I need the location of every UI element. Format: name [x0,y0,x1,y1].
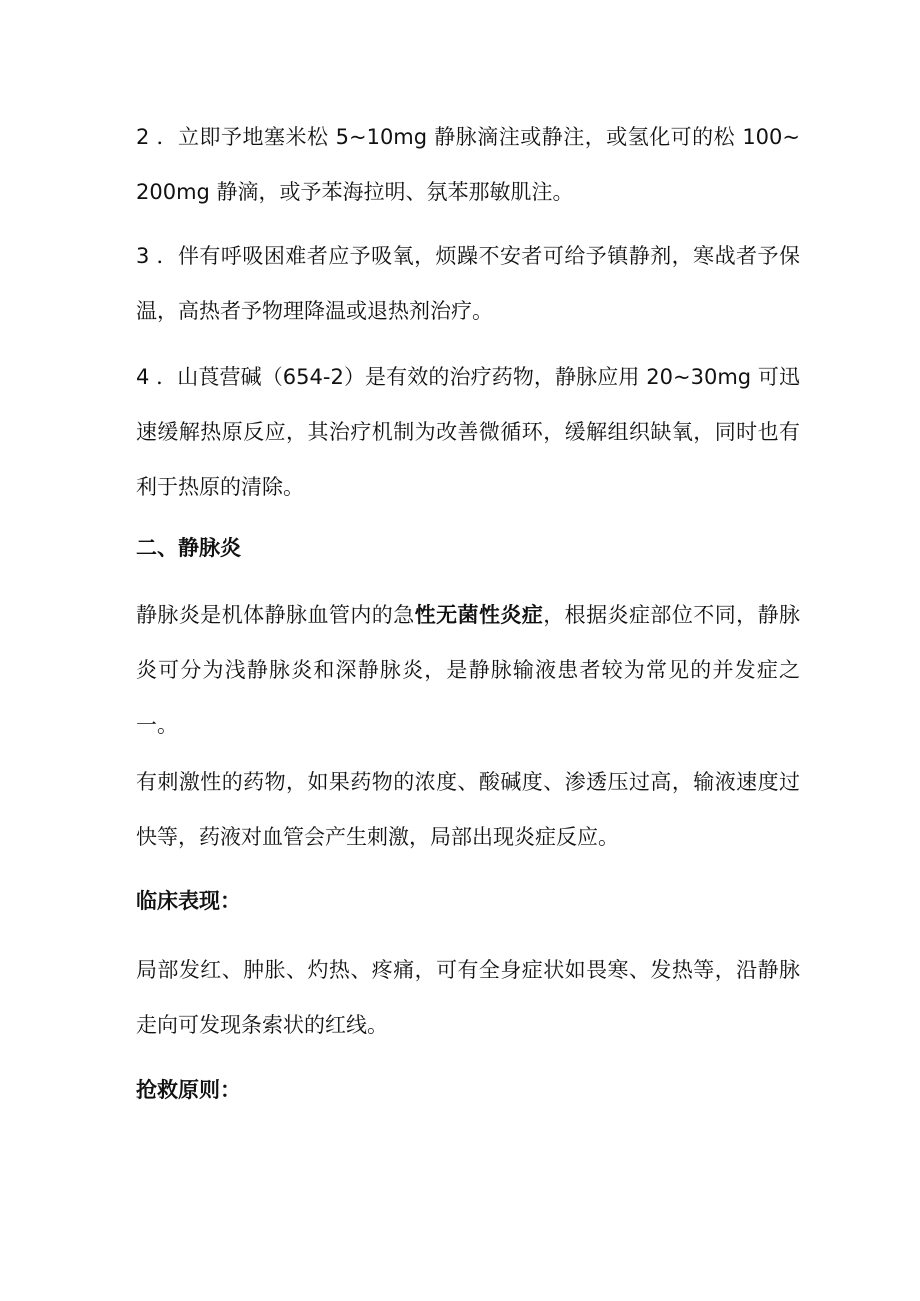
paragraph-phlebitis-cause: 有刺激性的药物，如果药物的浓度、酸碱度、渗透压过高，输液速度过快等，药液对血管会产生刺激，局部出现炎症反应。 [136,770,800,849]
heading-rescue-principle: 抢救原则： [136,1078,241,1102]
section-heading-phlebitis: 二、静脉炎 [136,536,241,560]
paragraph-clinical-manifestation: 局部发红、肿胀、灼热、疼痛，可有全身症状如畏寒、发热等，沿静脉走向可发现条索状的红线。 [136,958,800,1037]
definition-text-bold: 性无菌性炎症 [414,603,544,627]
definition-text-before: 静脉炎是机体静脉血管内的急 [136,603,415,627]
paragraph-item-3: 3 ．伴有呼吸困难者应予吸氧，烦躁不安者可给予镇静剂，寒战者予保温，高热者予物理降温或退热剂治疗。 [136,244,800,323]
paragraph-item-2: 2 ．立即予地塞米松 5~10mg 静脉滴注或静注，或氢化可的松 100~200mg 静滴，或予苯海拉明、氛苯那敏肌注。 [136,125,800,204]
heading-clinical-manifestation: 临床表现： [136,889,241,913]
paragraph-item-4: 4 ．山莨营碱（654-2）是有效的治疗药物，静脉应用 20~30mg 可迅速缓解热原反应，其治疗机制为改善微循环，缓解组织缺氧，同时也有利于热原的清除。 [136,365,800,499]
definition-text-after: ，根据炎症部位不同，静脉炎可分为浅静脉炎和深静脉炎，是静脉输液患者较为常见的并发症之一。 [136,603,801,737]
paragraph-phlebitis-definition [136,588,800,753]
